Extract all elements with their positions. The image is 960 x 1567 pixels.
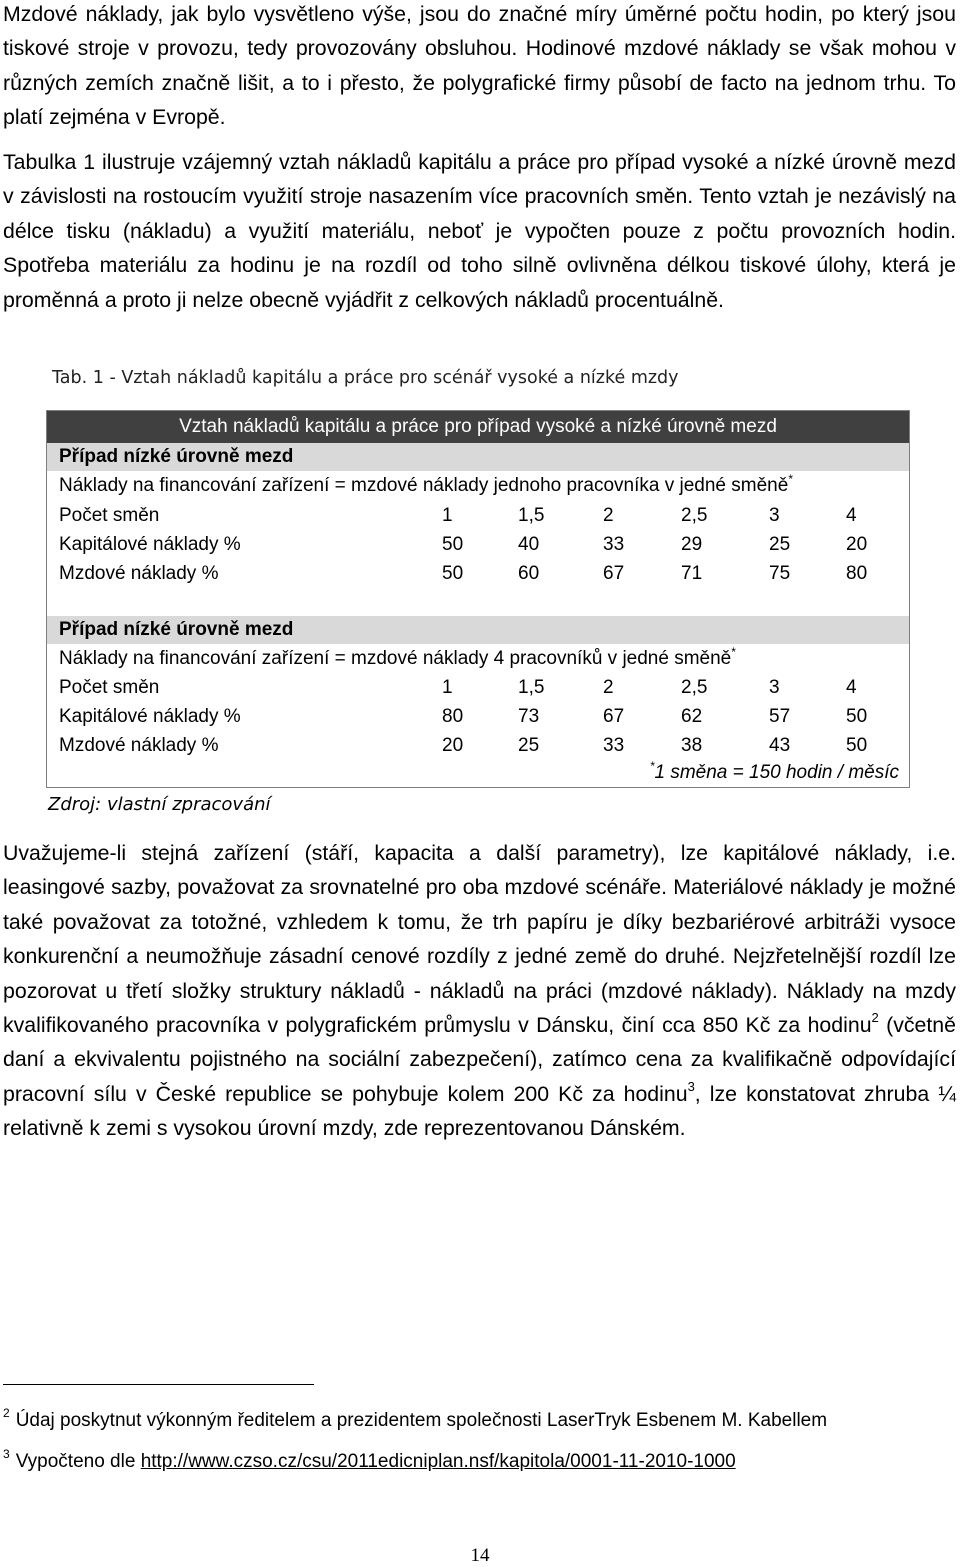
paragraph-intro: Mzdové náklady, jak bylo vysvětleno výše, jsou do značné míry úměrné počtu hodin, po který jsou tiskové stroje v provozu, tedy provozovány obsluhou. Hodinové mzdové náklady se však mohou v různých zemích značně lišit, a to i přesto, že polygrafické firmy působí de facto na jednom trhu. To platí zejména v Evropě. xyxy=(3,2,956,130)
section-description-2: Náklady na financování zařízení = mzdové náklady 4 pracovníků v jedné směně* xyxy=(59,645,736,669)
czso-link[interactable]: http://www.czso.cz/csu/2011edicniplan.nsf/kapitola/0001-11-2010-1000 xyxy=(140,1451,736,1472)
section-title-2: Případ nízké úrovně mezd xyxy=(47,616,909,644)
table-row: Počet směn 1 1,5 2 2,5 3 4 xyxy=(59,677,857,698)
table-row: Kapitálové náklady % 50 40 33 29 25 20 xyxy=(59,534,868,555)
table-row: Mzdové náklady % 20 25 33 38 43 50 xyxy=(59,735,868,756)
paragraph-comparison: Uvažujeme-li stejná zařízení (stáří, kapacita a další parametry), lze kapitálové náklady, i.e. leasingové sazby, považovat za srovnatelné pro oba mzdové scénáře. Materiálové náklady je možné také považovat za totožné, vzhledem k tomu, že trh papíru je díky bezbariérové arbitráži vysoce konkurenční a neumožňuje zásadní cenové rozdíly z jedné země do druhé. Nejzřetelnější rozdíl lze pozorovat u třetí složky struktury nákladů - nákladů na práci (mzdové náklady). Náklady na mzdy kvalifikovaného pracovníka v polygrafickém průmyslu v Dánsku, činí cca 850 Kč za hodinu$^2$ (včetně daní a ekvivalentu pojistného na sociální zabezpečení), zatímco cena za kvalifikačně odpovídající pracovní sílu v České republice se pohybuje kolem 200 Kč za hodinu$^3$, lze konstatovat zhruba ¼ relativně k zemi s vysokou úrovní mzdy, zde reprezentovanou Dánském. xyxy=(3,841,956,1141)
table-caption: Tab. 1 - Vztah nákladů kapitálu a práce pro scénář vysoké a nízké mzdy xyxy=(52,368,679,388)
table-row: Kapitálové náklady % 80 73 67 62 57 50 xyxy=(59,706,868,727)
table-note: *1 směna = 150 hodin / měsíc xyxy=(649,759,899,783)
footnote-divider xyxy=(3,1384,314,1385)
table-source: Zdroj: vlastní zpracování xyxy=(48,794,271,815)
section-description-1: Náklady na financování zařízení = mzdové náklady jednoho pracovníka v jedné směně* xyxy=(59,472,793,496)
footnote-ref-3: 3 xyxy=(687,1078,695,1094)
table-header: Vztah nákladů kapitálu a práce pro případ vysoké a nízké úrovně mezd xyxy=(47,411,909,443)
cost-table xyxy=(46,410,910,788)
section-title-1: Případ nízké úrovně mezd xyxy=(47,443,909,471)
footnote-ref-2: 2 xyxy=(871,1010,879,1026)
footnote-3: $^3$ Vypočteno dle http://www.czso.cz/csu/2011edicniplan.nsf/kapitola/0001-11-2010-1000 xyxy=(3,1447,736,1472)
paragraph-table-description: Tabulka 1 ilustruje vzájemný vztah nákladů kapitálu a práce pro případ vysoké a nízké úrovně mezd v závislosti na rostoucím využití stroje nasazením více pracovních směn. Tento vztah je nezávislý na délce tisku (nákladu) a využití materiálu, neboť je vypočten pouze z počtu provozních hodin. Spotřeba materiálu za hodinu je na rozdíl od toho silně ovlivněna délkou tiskové úlohy, která je proměnná a proto ji nelze obecně vyjádřit z celkových nákladů procentuálně. xyxy=(3,150,956,312)
table-row: Mzdové náklady % 50 60 67 71 75 80 xyxy=(59,563,868,584)
page-number: 14 xyxy=(470,1545,490,1566)
table-row: Počet směn 1 1,5 2 2,5 3 4 xyxy=(59,505,857,526)
footnote-2: $^2$ Údaj poskytnut výkonným ředitelem a prezidentem společnosti LaserTryk Esbenem M. Kabellem xyxy=(3,1406,828,1431)
